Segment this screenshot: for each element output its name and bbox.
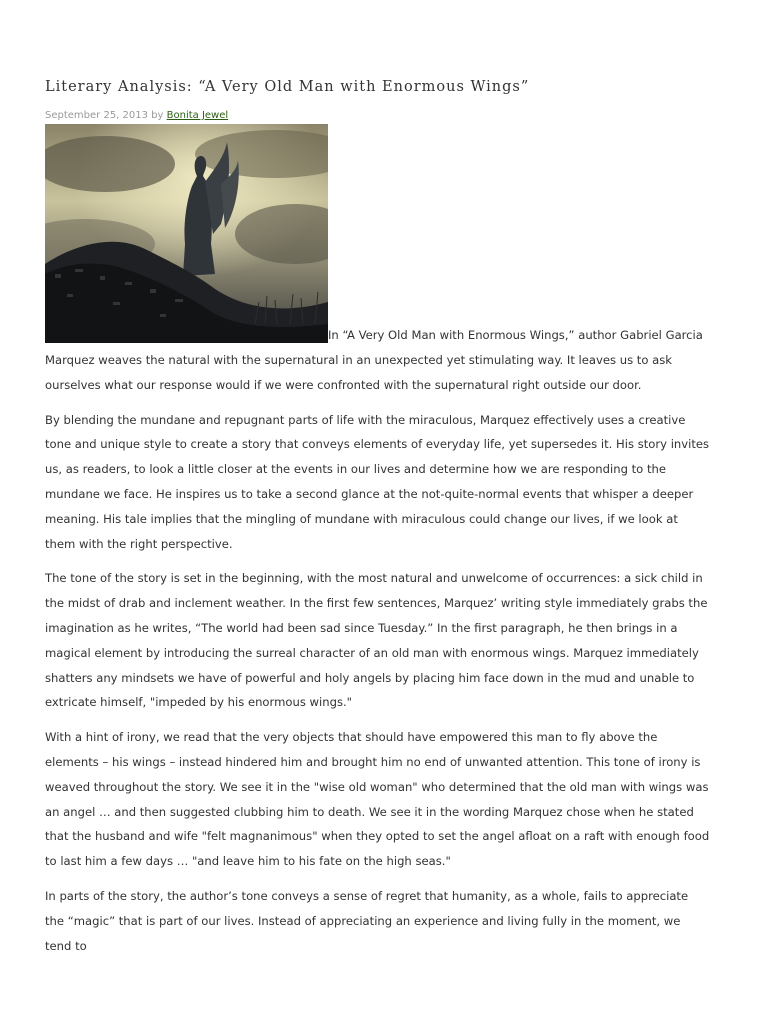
post-date: September 25, 2013 (45, 110, 148, 121)
angel-statue-photo (45, 124, 328, 343)
paragraph: The tone of the story is set in the beginning, with the most natural and unwelcome of occurrences: a sick child in the midst of drab and inclement weather. In the first few sentences, Marquez’ writing style immediately grabs the imagination as he writes, “The world had been sad since Tuesday.” In the first paragraph, he then brings in a magical element by introducing the surreal character of an old man with enormous wings. Marquez immediately shatters any mindsets we have of powerful and holy angels by placing him face down in the mud and unable to extricate himself, "impeded by his enormous wings." (45, 571, 708, 710)
paragraph (45, 124, 710, 398)
paragraph-text: In “A Very Old Man with Enormous Wings,” author Gabriel Garcia Marquez weaves the natural with the supernatural in an unexpected yet stimulating way. It leaves us to ask ourselves what our response would if we were confronted with the supernatural right outside our door. (45, 328, 703, 392)
angel-statue-icon (45, 124, 328, 343)
author-link[interactable]: Bonita Jewel (166, 110, 229, 121)
post-title: Literary Analysis: “A Very Old Man with Enormous Wings” (45, 79, 530, 95)
paragraph: With a hint of irony, we read that the very objects that should have empowered this man to fly above the elements – his wings – instead hindered him and brought him no end of unwanted attention. This tone of irony is weaved throughout the story. We see it in the "wise old woman" who determined that the old man with wings was an angel … and then suggested clubbing him to death. We see it in the wording Marquez chose when he stated that the husband and wife "felt magnanimous" when they opted to set the angel afloat on a raft with enough food to last him a few days … "and leave him to his fate on the high seas." (45, 730, 710, 869)
post-by: by (151, 110, 164, 121)
paragraph: By blending the mundane and repugnant parts of life with the miraculous, Marquez effectively uses a creative tone and unique style to create a story that conveys elements of everyday life, yet supersedes it. His story invites us, as readers, to look a little closer at the events in our lives and determine how we are responding to the mundane we face. He inspires us to take a second glance at the not-quite-normal events that whisper a deeper meaning. His tale implies that the mingling of mundane with miraculous could change our lives, if we look at them with the right perspective. (45, 412, 710, 551)
paragraph: In parts of the story, the author’s tone conveys a sense of regret that humanity, as a whole, fails to appreciate the “magic” that is part of our lives. Instead of appreciating an experience and living fully in the moment, we tend to (45, 888, 689, 953)
article-body (45, 124, 710, 968)
post-meta (45, 110, 228, 121)
